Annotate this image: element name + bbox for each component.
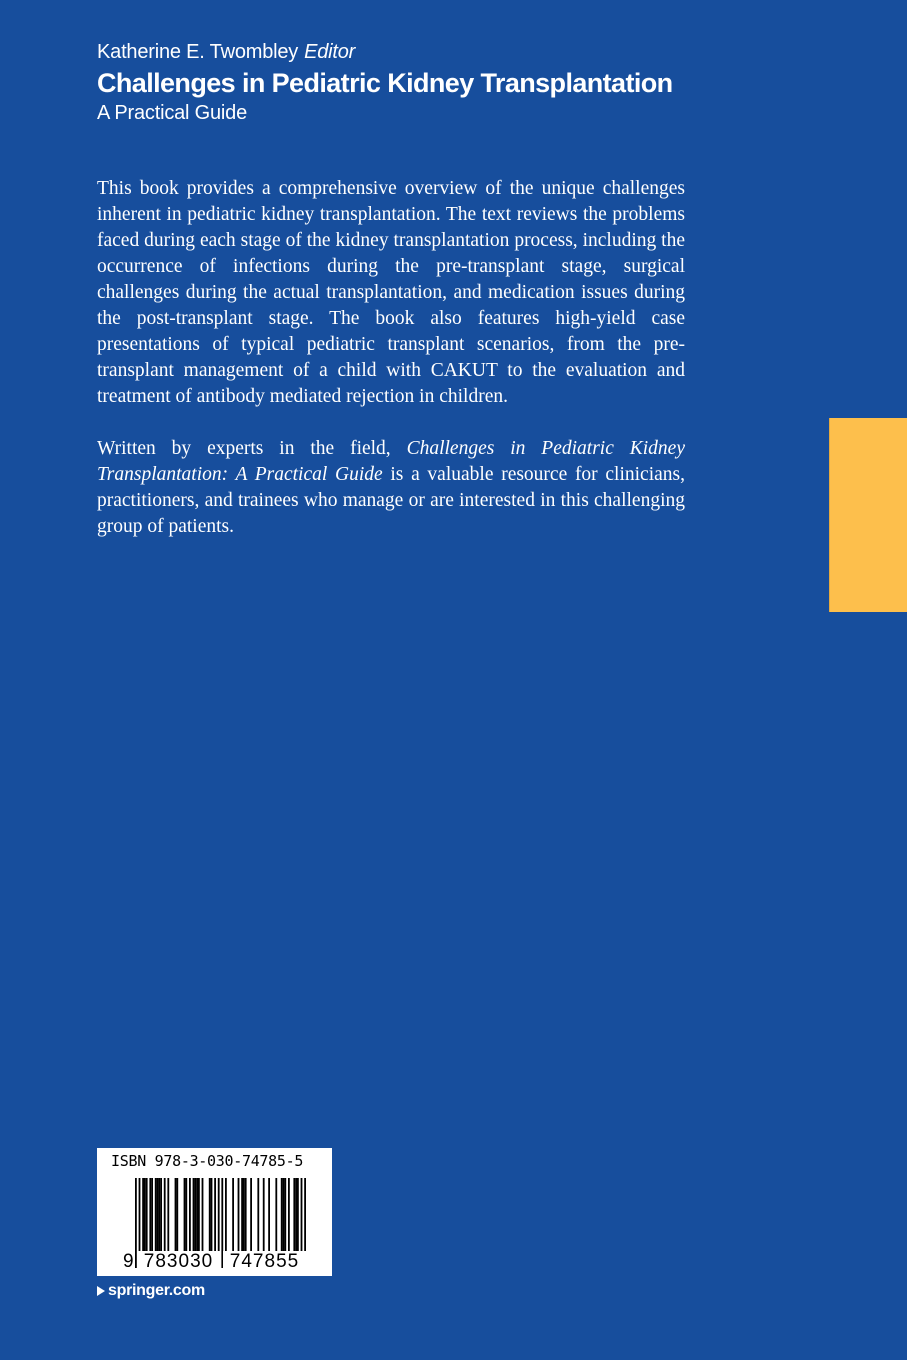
barcode-bar bbox=[189, 1178, 191, 1254]
isbn-label: ISBN 978-3-030-74785-5 bbox=[111, 1152, 304, 1170]
barcode-bar bbox=[241, 1178, 243, 1254]
barcode-bar bbox=[151, 1178, 153, 1254]
spine-color-tab bbox=[829, 418, 907, 612]
barcode-bar bbox=[288, 1178, 290, 1254]
barcode-bar bbox=[293, 1178, 295, 1254]
barcode-bar bbox=[196, 1178, 198, 1254]
editor-role: Editor bbox=[304, 41, 356, 63]
barcode-bar bbox=[176, 1178, 178, 1254]
barcode-bar bbox=[257, 1178, 259, 1254]
barcode-box bbox=[97, 1148, 332, 1276]
barcode-digits bbox=[97, 1251, 332, 1273]
barcode-digits-right: 747855 bbox=[223, 1251, 306, 1273]
barcode-bar bbox=[263, 1178, 265, 1254]
barcode-bar bbox=[164, 1178, 166, 1254]
barcode-bar bbox=[238, 1178, 240, 1254]
barcode-bar bbox=[297, 1178, 299, 1254]
barcode-bar bbox=[225, 1178, 227, 1254]
publisher-link[interactable] bbox=[97, 1282, 205, 1300]
barcode-bar bbox=[243, 1178, 245, 1254]
barcode-bar bbox=[214, 1178, 216, 1254]
barcode-bar bbox=[155, 1178, 157, 1254]
barcode-bar bbox=[211, 1178, 213, 1254]
barcode-bar bbox=[202, 1178, 204, 1254]
editor-line bbox=[97, 38, 737, 66]
barcode-bar bbox=[142, 1178, 144, 1254]
paragraph-2-start: Written by experts in the field, bbox=[97, 438, 407, 459]
barcode-bar bbox=[194, 1178, 196, 1254]
barcode-bar bbox=[184, 1178, 186, 1254]
barcode-bar bbox=[250, 1178, 252, 1254]
barcode-bar bbox=[232, 1178, 234, 1254]
barcode-bar bbox=[193, 1178, 195, 1254]
barcode-digits-left: 783030 bbox=[137, 1251, 220, 1273]
book-subtitle: A Practical Guide bbox=[97, 102, 248, 124]
barcode-bar bbox=[198, 1178, 200, 1254]
cover-header bbox=[97, 38, 737, 127]
description-paragraph-1: This book provides a comprehensive overview of the unique challenges inherent in pediatric kidney transplantation. The text reviews the problems faced during each stage of the kidney transplantation process, including the occurrence of infections during the pre-transplant stage, surgical challenges during the actual transplantation, and medication issues during the post-transplant stage. The book also features high-yield case presentations of typical pediatric transplant scenarios, from the pre-transplant management of a child with CAKUT to the evaluation and treatment of antibody mediated rejection in children. bbox=[97, 178, 685, 407]
barcode-bar bbox=[245, 1178, 247, 1254]
barcode-bar bbox=[146, 1178, 148, 1254]
barcode-bar bbox=[185, 1178, 187, 1254]
barcode-bar bbox=[167, 1178, 169, 1254]
barcode-bar bbox=[160, 1178, 162, 1254]
publisher-url: springer.com bbox=[108, 1282, 205, 1299]
editor-name: Katherine E. Twombley bbox=[97, 41, 299, 63]
paragraph-2-title: Challenges in Pediatric Kidney Transplantation: A Practical Guide bbox=[97, 438, 685, 485]
barcode-bar bbox=[149, 1178, 151, 1254]
barcode-bar bbox=[284, 1178, 286, 1254]
barcode-bar bbox=[281, 1178, 283, 1254]
barcode-digit-first: 9 bbox=[123, 1251, 134, 1272]
barcode-bar bbox=[144, 1178, 146, 1254]
book-description bbox=[97, 176, 685, 566]
barcode-bar bbox=[268, 1178, 270, 1254]
arrow-right-icon bbox=[97, 1286, 105, 1296]
barcode-bar bbox=[209, 1178, 211, 1254]
barcode-bar bbox=[275, 1178, 277, 1254]
barcode-bar bbox=[175, 1178, 177, 1254]
barcode-bar bbox=[283, 1178, 285, 1254]
barcode-bar bbox=[157, 1178, 159, 1254]
description-paragraph-2 bbox=[97, 436, 685, 540]
book-title: Challenges in Pediatric Kidney Transplantation bbox=[97, 68, 673, 98]
barcode-bar bbox=[158, 1178, 160, 1254]
paragraph-2-end: is a valuable resource for clinicians, practitioners, and trainees who manage or are interested in this challenging group of patients. bbox=[97, 464, 685, 537]
barcode-bar bbox=[295, 1178, 297, 1254]
